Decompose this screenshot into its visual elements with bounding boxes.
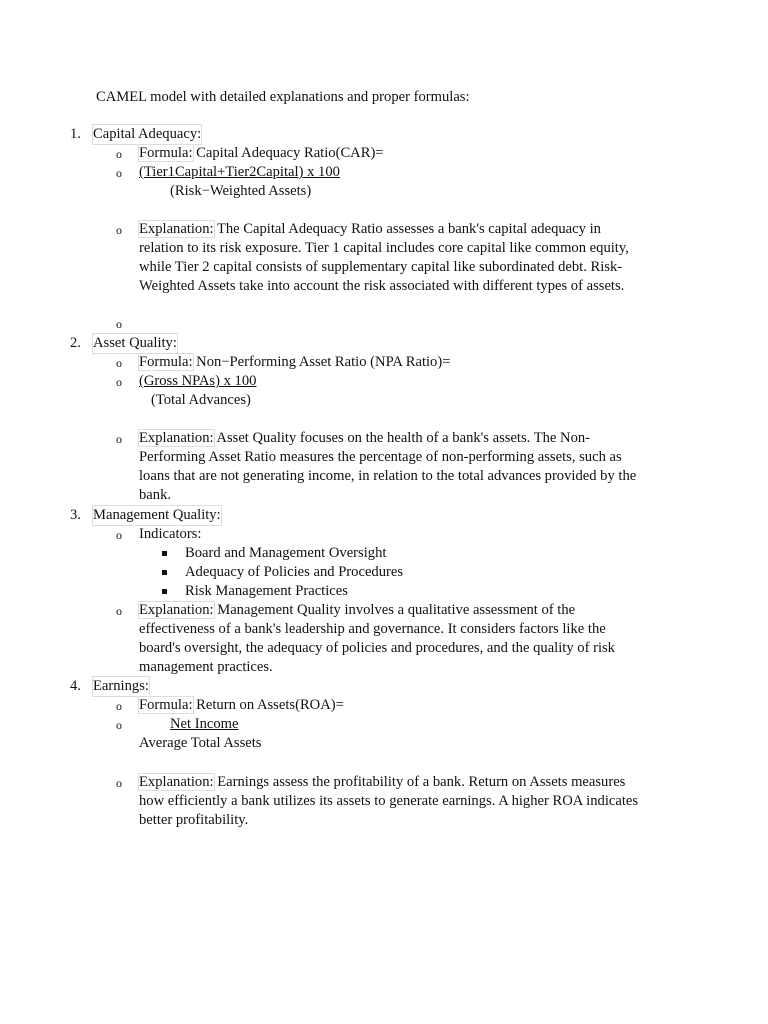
bullet-o-icon: o <box>116 699 122 713</box>
formula-numerator: Net Income <box>170 716 239 732</box>
formula-label: Formula: <box>139 145 193 161</box>
explanation-label: Explanation: <box>139 221 214 237</box>
square-bullet-icon <box>162 589 167 594</box>
bullet-o-icon: o <box>116 223 122 237</box>
explanation-line <box>139 773 625 792</box>
bullet-o-icon: o <box>116 375 122 389</box>
explanation-text: board's oversight, the adequacy of policies and procedures, and the quality of risk <box>139 640 615 656</box>
explanation-text: management practices. <box>139 659 273 675</box>
section-number: 1. <box>70 126 81 142</box>
explanation-line <box>139 429 590 448</box>
explanation-text: relation to its risk exposure. Tier 1 capital includes core capital like common equity, <box>139 240 629 256</box>
section-number: 4. <box>70 678 81 694</box>
square-bullet-icon <box>162 570 167 575</box>
bullet-o-icon: o <box>116 604 122 618</box>
section-heading: Asset Quality: <box>93 335 177 351</box>
formula-numerator: (Tier1Capital+Tier2Capital) x 100 <box>139 164 340 180</box>
explanation-text: while Tier 2 capital consists of supplementary capital like subordinated debt. Risk- <box>139 259 623 275</box>
section-heading: Capital Adequacy: <box>93 126 202 142</box>
square-bullet-icon <box>162 551 167 556</box>
explanation-text: bank. <box>139 487 172 503</box>
indicator-item: Risk Management Practices <box>185 583 348 599</box>
formula-label: Formula: <box>139 354 193 370</box>
formula-name: Return on Assets(ROA)= <box>192 697 344 713</box>
explanation-text: Management Quality involves a qualitative assessment of the <box>213 602 576 618</box>
bullet-o-icon: o <box>116 528 122 542</box>
formula-line <box>139 696 344 715</box>
explanation-text: how efficiently a bank utilizes its assets to generate earnings. A higher ROA indicates <box>139 793 639 809</box>
formula-name: Non−Performing Asset Ratio (NPA Ratio)= <box>192 354 451 370</box>
formula-name: Capital Adequacy Ratio(CAR)= <box>192 145 384 161</box>
formula-line <box>139 353 450 372</box>
explanation-text: loans that are not generating income, in relation to the total advances provided by the <box>139 468 637 484</box>
bullet-o-icon: o <box>116 147 122 161</box>
section-number: 3. <box>70 507 81 523</box>
document-title: CAMEL model with detailed explanations and proper formulas: <box>96 89 470 105</box>
formula-line <box>139 144 384 163</box>
bullet-o-icon: o <box>116 432 122 446</box>
bullet-o-icon: o <box>116 718 122 732</box>
explanation-text: The Capital Adequacy Ratio assesses a bank's capital adequacy in <box>213 221 601 237</box>
section-number: 2. <box>70 335 81 351</box>
indicator-item: Adequacy of Policies and Procedures <box>185 564 404 580</box>
section-heading: Management Quality: <box>93 507 221 523</box>
bullet-o-icon: o <box>116 166 122 180</box>
bullet-o-icon: o <box>116 356 122 370</box>
section-heading: Earnings: <box>93 678 149 694</box>
indicators-label: Indicators: <box>139 526 202 542</box>
formula-denominator: (Total Advances) <box>151 392 251 408</box>
formula-denominator: Average Total Assets <box>139 735 262 751</box>
indicator-item: Board and Management Oversight <box>185 545 387 561</box>
formula-numerator: (Gross NPAs) x 100 <box>139 373 257 389</box>
explanation-text: better profitability. <box>139 812 249 828</box>
explanation-text: Performing Asset Ratio measures the percentage of non-performing assets, such as <box>139 449 622 465</box>
bullet-o-icon: o <box>116 776 122 790</box>
explanation-text: Weighted Assets take into account the risk associated with different types of assets. <box>139 278 625 294</box>
formula-label: Formula: <box>139 697 193 713</box>
explanation-label: Explanation: <box>139 430 214 446</box>
explanation-text: Earnings assess the profitability of a bank. Return on Assets measures <box>213 774 626 790</box>
explanation-label: Explanation: <box>139 774 214 790</box>
explanation-text: Asset Quality focuses on the health of a bank's assets. The Non- <box>213 430 591 446</box>
formula-denominator: (Risk−Weighted Assets) <box>170 183 312 199</box>
explanation-text: effectiveness of a bank's leadership and governance. It considers factors like the <box>139 621 606 637</box>
bullet-o-icon: o <box>116 317 122 331</box>
explanation-line <box>139 220 601 239</box>
explanation-line <box>139 601 575 620</box>
explanation-label: Explanation: <box>139 602 214 618</box>
